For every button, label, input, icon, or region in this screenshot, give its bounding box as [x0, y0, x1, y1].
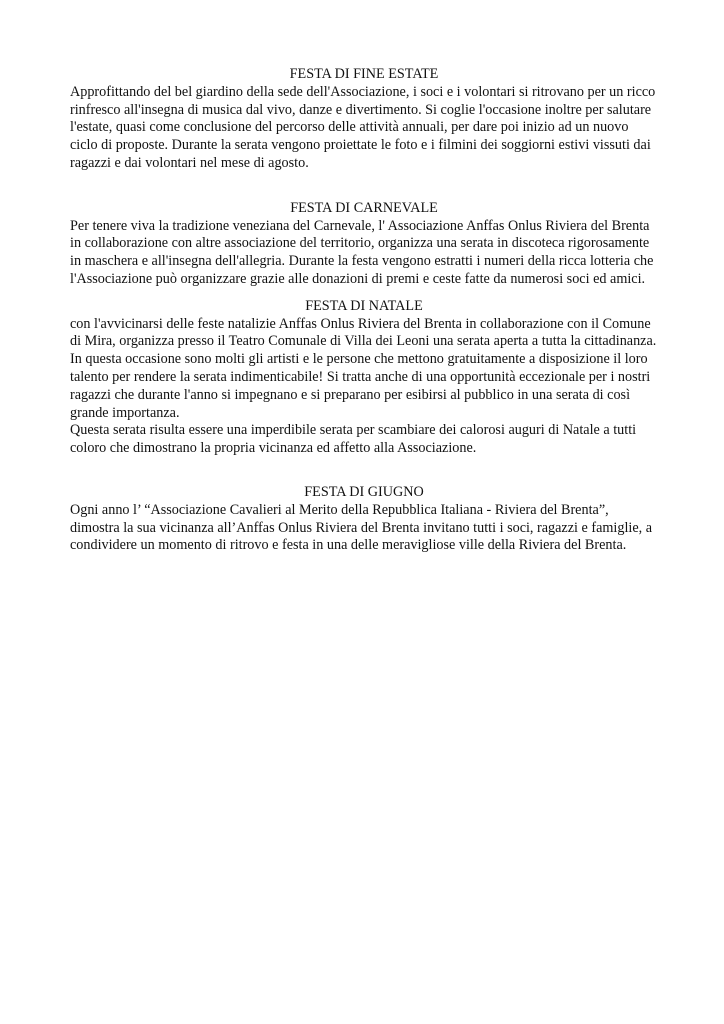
document-page: [70, 66, 658, 555]
section-title: FESTA DI FINE ESTATE: [289, 66, 439, 82]
section-paragraph: Questa serata risulta essere una imperdibile serata per scambiare dei calorosi auguri di Natale a tutti coloro che dimostrano la propria vicinanza ed affetto alla Associazione.: [70, 422, 637, 457]
section-festa-fine-estate: [70, 66, 658, 173]
section-festa-natale: [70, 298, 658, 458]
section-title: FESTA DI NATALE: [305, 297, 423, 314]
section-paragraph: Approfittando del bel giardino della sede dell'Associazione, i soci e i volontari si ritrovano per un ricco rinfresco all'insegna di musica dal vivo, danze e divertimento. Si coglie l'occasione inoltre per salutare l'estate, quasi come conclusione del percorso delle attività annuali, per dare poi inizio ad un nuovo ciclo di proposte. Durante la serata vengono proiettate le foto e i filmini dei soggiorni estivi vissuti dai ragazzi e dai volontari nel mese di agosto.: [70, 83, 656, 171]
section-festa-carnevale: [70, 200, 658, 289]
section-paragraph: Per tenere viva la tradizione veneziana del Carnevale, l' Associazione Anffas Onlus Riviera del Brenta in collaborazione con altre associazione del territorio, organizza una serata in discoteca rigorosamente in maschera e all'insegna dell'allegria. Durante la festa vengono estratti i numeri della ricca lotteria che l'Associazione può organizzare grazie alle donazioni di premi e ceste fatte da numerosi soci ed amici.: [70, 217, 654, 287]
section-title: FESTA DI CARNEVALE: [290, 199, 438, 216]
section-title: FESTA DI GIUGNO: [304, 483, 424, 500]
section-paragraph: con l'avvicinarsi delle feste natalizie Anffas Onlus Riviera del Brenta in collaborazione con il Comune di Mira, organizza presso il Teatro Comunale di Villa dei Leoni una serata aperta a tutta la cittadinanza. In questa occasione sono molti gli artisti e le persone che mettono gratuitamente a disposizione il loro talento per rendere la serata indimenticabile! Si tratta anche di una opportunità eccezionale per i nostri ragazzi che durante l'anno si impegnano e si preparano per esibirsi al pubblico in una serata di così grande importanza.: [70, 315, 657, 421]
section-paragraph: Ogni anno l’ “Associazione Cavalieri al Merito della Repubblica Italiana - Riviera del Brenta”, dimostra la sua vicinanza all’Anffas Onlus Riviera del Brenta invitano tutti i soci, ragazzi e famiglie, a condividere un momento di ritrovo e festa in una delle meravigliose ville della Riviera del Brenta.: [70, 501, 653, 554]
section-festa-giugno: [70, 484, 658, 555]
